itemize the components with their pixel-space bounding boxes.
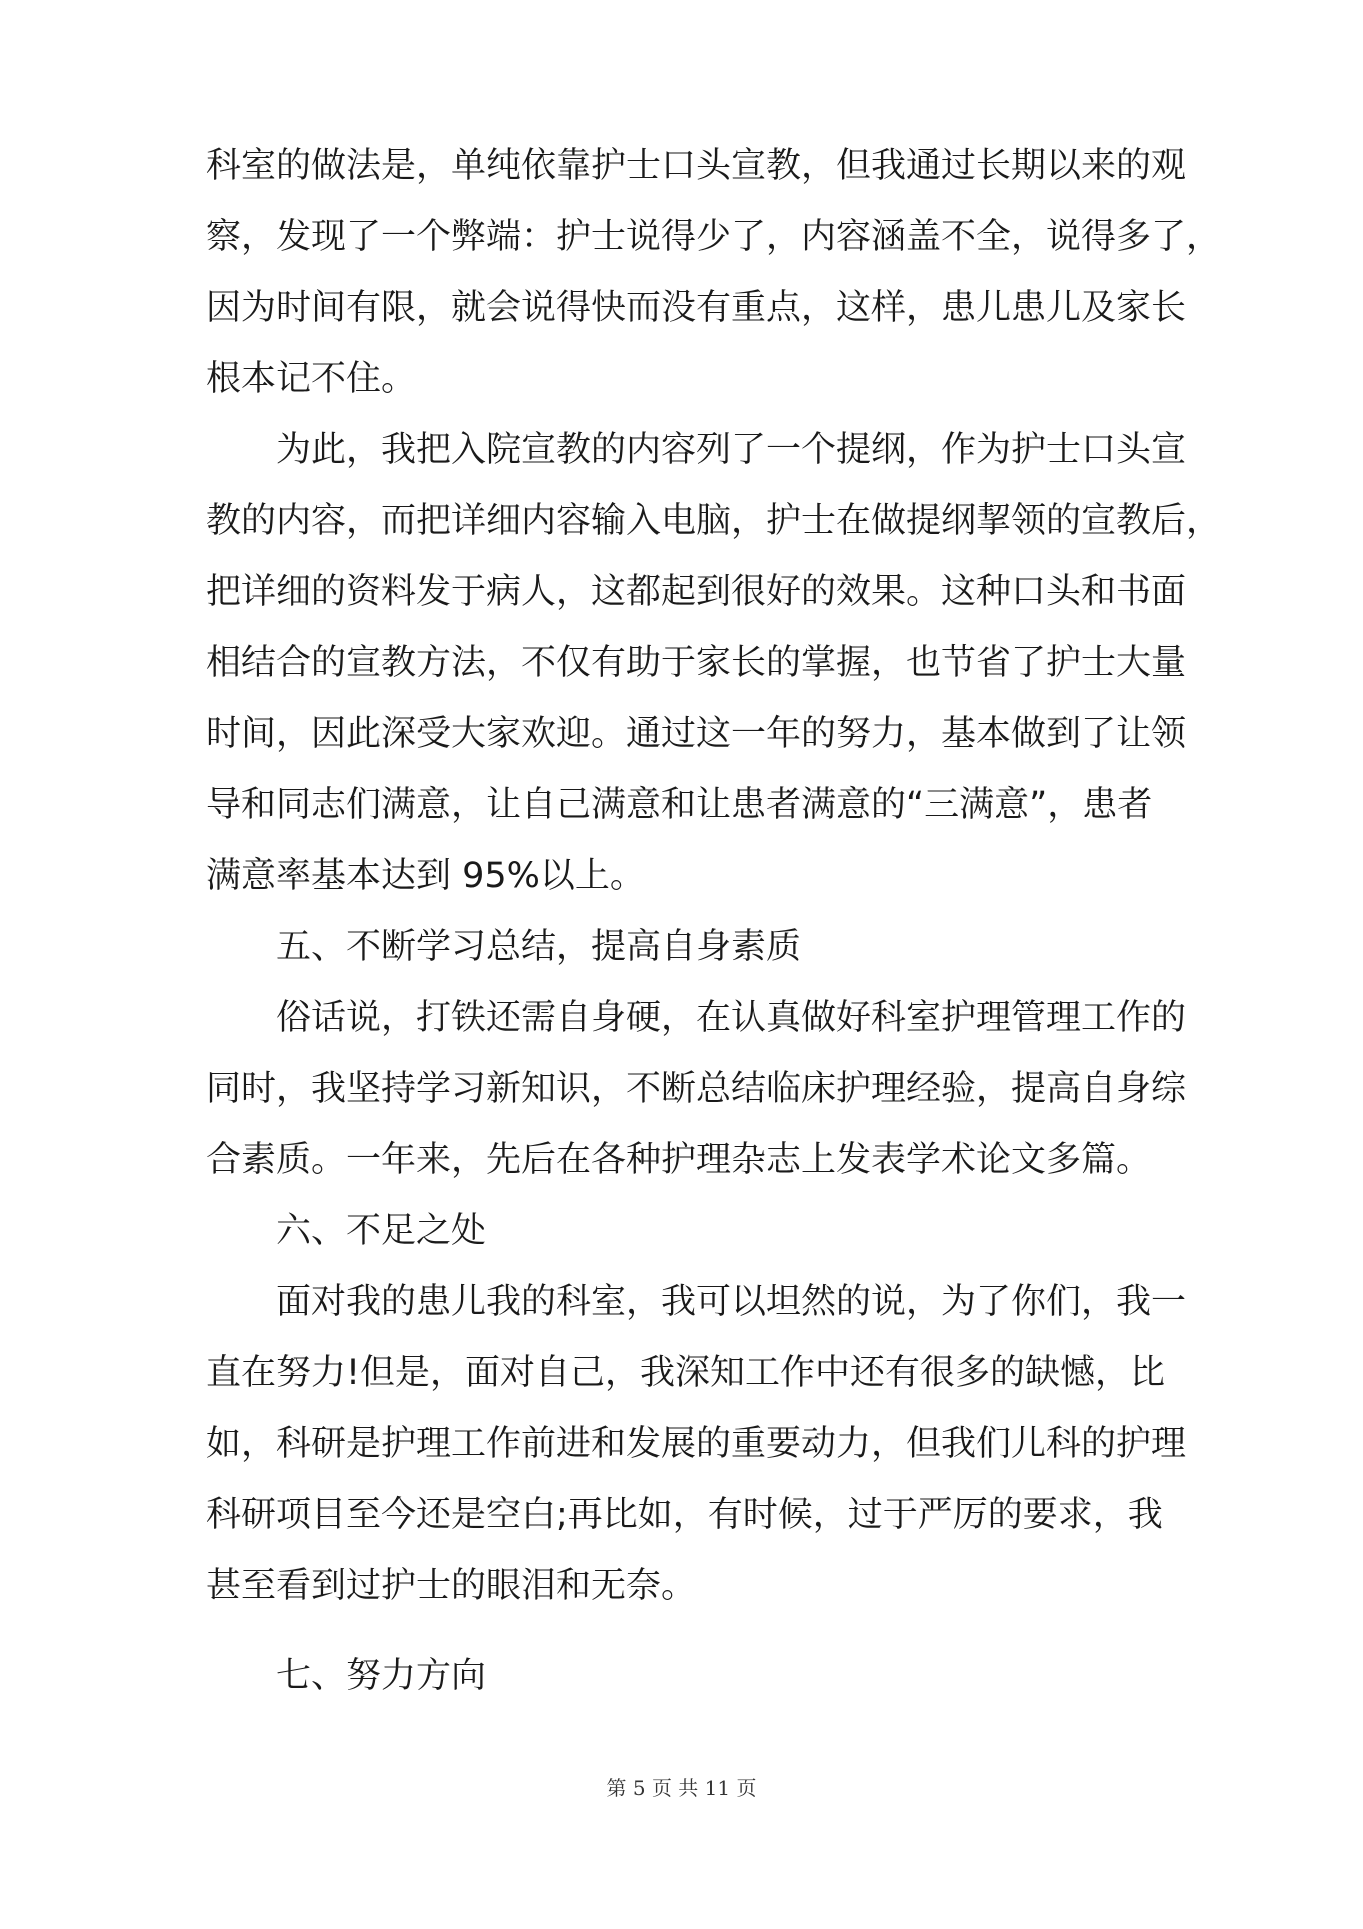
page-number-footer: 第 5 页 共 11 页 [606, 1776, 757, 1800]
text-line: 科室的做法是，单纯依靠护士口头宣教，但我通过长期以来的观 [206, 146, 1187, 186]
section-heading: 六、不足之处 [276, 1211, 487, 1251]
text-line: 把详细的资料发于病人，这都起到很好的效果。这种口头和书面 [206, 572, 1187, 612]
text-line: 满意率基本达到 95%以上。 [206, 856, 645, 896]
text-line: 根本记不住。 [206, 359, 417, 399]
text-line: 时间，因此深受大家欢迎。通过这一年的努力，基本做到了让领 [206, 714, 1187, 754]
paragraph-first-line: 面对我的患儿我的科室，我可以坦然的说，为了你们，我一 [276, 1282, 1187, 1322]
text-line: 导和同志们满意，让自己满意和让患者满意的“三满意”，患者 [206, 785, 1153, 825]
section-heading: 五、不断学习总结，提高自身素质 [276, 927, 802, 967]
text-line: 相结合的宣教方法，不仅有助于家长的掌握，也节省了护士大量 [206, 643, 1187, 683]
text-line: 如，科研是护理工作前进和发展的重要动力，但我们儿科的护理 [206, 1424, 1187, 1464]
text-line: 科研项目至今还是空白;再比如，有时候，过于严厉的要求，我 [206, 1495, 1163, 1535]
text-line: 直在努力!但是，面对自己，我深知工作中还有很多的缺憾，比 [206, 1353, 1166, 1393]
paragraph-first-line: 俗话说，打铁还需自身硬，在认真做好科室护理管理工作的 [276, 998, 1187, 1038]
text-line: 察，发现了一个弊端：护士说得少了，内容涵盖不全，说得多了， [206, 217, 1222, 257]
paragraph-first-line: 为此，我把入院宣教的内容列了一个提纲，作为护士口头宣 [276, 430, 1187, 470]
text-line: 甚至看到过护士的眼泪和无奈。 [206, 1566, 697, 1606]
text-line: 同时，我坚持学习新知识，不断总结临床护理经验，提高自身综 [206, 1069, 1187, 1109]
text-line: 合素质。一年来，先后在各种护理杂志上发表学术论文多篇。 [206, 1140, 1152, 1180]
text-line: 教的内容，而把详细内容输入电脑，护士在做提纲挈领的宣教后， [206, 501, 1222, 541]
text-line: 因为时间有限，就会说得快而没有重点，这样，患儿患儿及家长 [206, 288, 1187, 328]
section-heading: 七、努力方向 [276, 1656, 487, 1696]
